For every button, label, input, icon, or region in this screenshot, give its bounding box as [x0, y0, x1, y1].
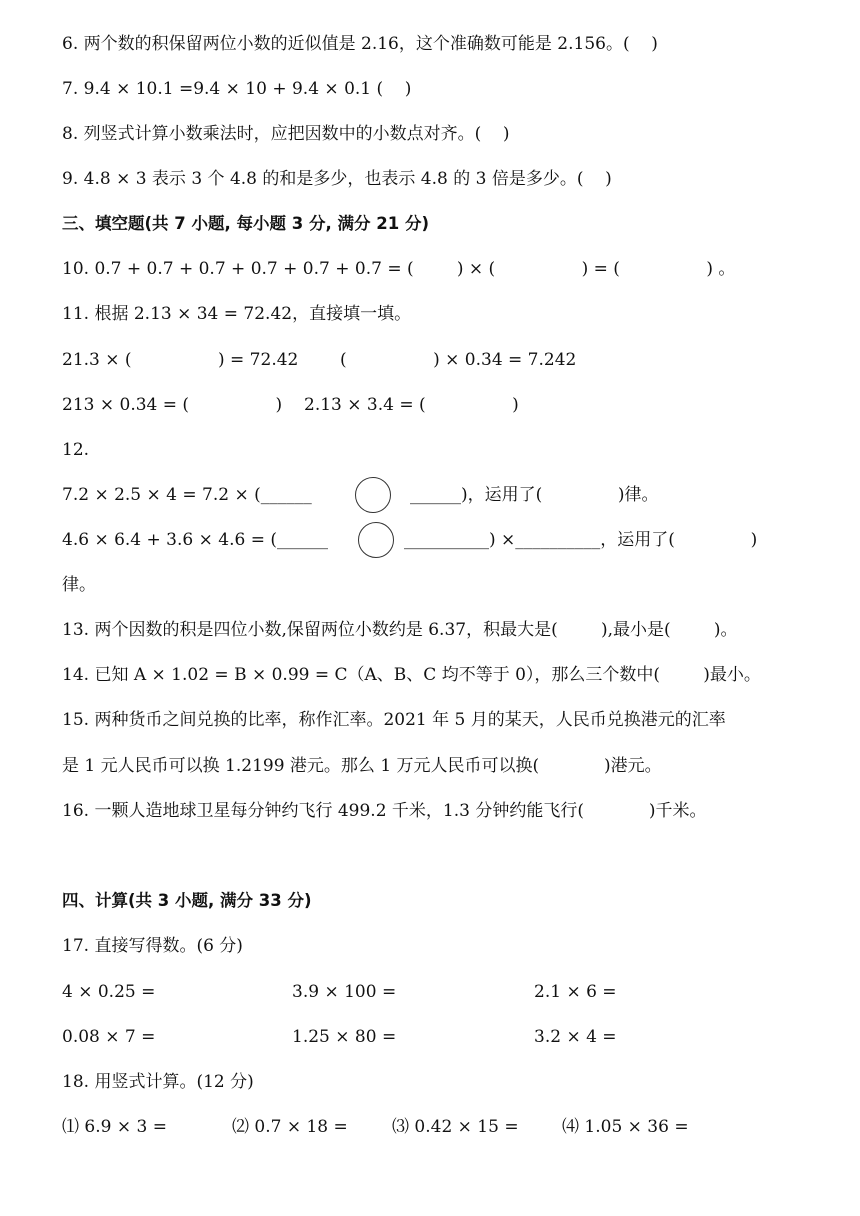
vertical-calc-item: ⑵ 0.7 × 18 =	[232, 1117, 348, 1137]
vertical-calc-item: ⑷ 1.05 × 36 =	[562, 1117, 689, 1137]
question-13: 13. 两个因数的积是四位小数,保留两位小数约是 6.37，积最大是( ),最小是( )。	[62, 620, 738, 640]
calc-item: 4 × 0.25 =	[62, 982, 156, 1002]
question-11-c: 213 × 0.34 = ( )	[62, 395, 283, 415]
question-15-line2: 是 1 元人民币可以换 1.2199 港元。那么 1 万元人民币可以换( )港元。	[62, 756, 662, 776]
question-17: 17. 直接写得数。(6 分)	[62, 936, 243, 956]
vertical-calc-item: ⑴ 6.9 × 3 =	[62, 1117, 167, 1137]
section-heading-calculation: 四、计算(共 3 小题, 满分 33 分)	[62, 891, 312, 910]
question-16: 16. 一颗人造地球卫星每分钟约飞行 499.2 千米，1.3 分钟约能飞行( )千米。	[62, 801, 707, 821]
section-heading-fill-blank: 三、填空题(共 7 小题, 每小题 3 分, 满分 21 分)	[62, 214, 429, 233]
question-12-line2-left: 4.6 × 6.4 + 3.6 × 4.6 = (______	[62, 530, 328, 550]
question-14: 14. 已知 A × 1.02 = B × 0.99 = C（A、B、C 均不等于 0），那么三个数中( )最小。	[62, 665, 761, 685]
question-12-line1-left: 7.2 × 2.5 × 4 = 7.2 × (______	[62, 485, 312, 505]
calc-item: 3.2 × 4 =	[534, 1027, 617, 1047]
question-11-d: 2.13 × 3.4 = ( )	[304, 395, 519, 415]
question-10: 10. 0.7 + 0.7 + 0.7 + 0.7 + 0.7 + 0.7 = ( ) × ( ) = ( ) 。	[62, 259, 736, 279]
question-18: 18. 用竖式计算。(12 分)	[62, 1072, 254, 1092]
question-12: 12.	[62, 440, 90, 460]
question-11-b: ( ) × 0.34 = 7.242	[340, 350, 577, 370]
question-11-a: 21.3 × ( ) = 72.42	[62, 350, 299, 370]
question-6: 6. 两个数的积保留两位小数的近似值是 2.16，这个准确数可能是 2.156。( )	[62, 34, 658, 54]
question-9: 9. 4.8 × 3 表示 3 个 4.8 的和是多少，也表示 4.8 的 3 倍是多少。( )	[62, 169, 612, 189]
operator-circle-blank[interactable]	[355, 477, 391, 513]
question-8: 8. 列竖式计算小数乘法时，应把因数中的小数点对齐。( )	[62, 124, 510, 144]
question-12-line3: 律。	[62, 575, 96, 595]
calc-item: 3.9 × 100 =	[292, 982, 397, 1002]
calc-item: 0.08 × 7 =	[62, 1027, 156, 1047]
question-7: 7. 9.4 × 10.1 =9.4 × 10 + 9.4 × 0.1 ( )	[62, 79, 412, 99]
question-12-line2-right: __________) ×__________，运用了( )	[404, 530, 758, 550]
question-11: 11. 根据 2.13 × 34 = 72.42，直接填一填。	[62, 304, 412, 324]
question-12-line1-right: ______)，运用了( )律。	[410, 485, 659, 505]
calc-item: 2.1 × 6 =	[534, 982, 617, 1002]
calc-item: 1.25 × 80 =	[292, 1027, 397, 1047]
operator-circle-blank[interactable]	[358, 522, 394, 558]
question-15-line1: 15. 两种货币之间兑换的比率，称作汇率。2021 年 5 月的某天，人民币兑换港元的汇率	[62, 710, 726, 730]
vertical-calc-item: ⑶ 0.42 × 15 =	[392, 1117, 519, 1137]
